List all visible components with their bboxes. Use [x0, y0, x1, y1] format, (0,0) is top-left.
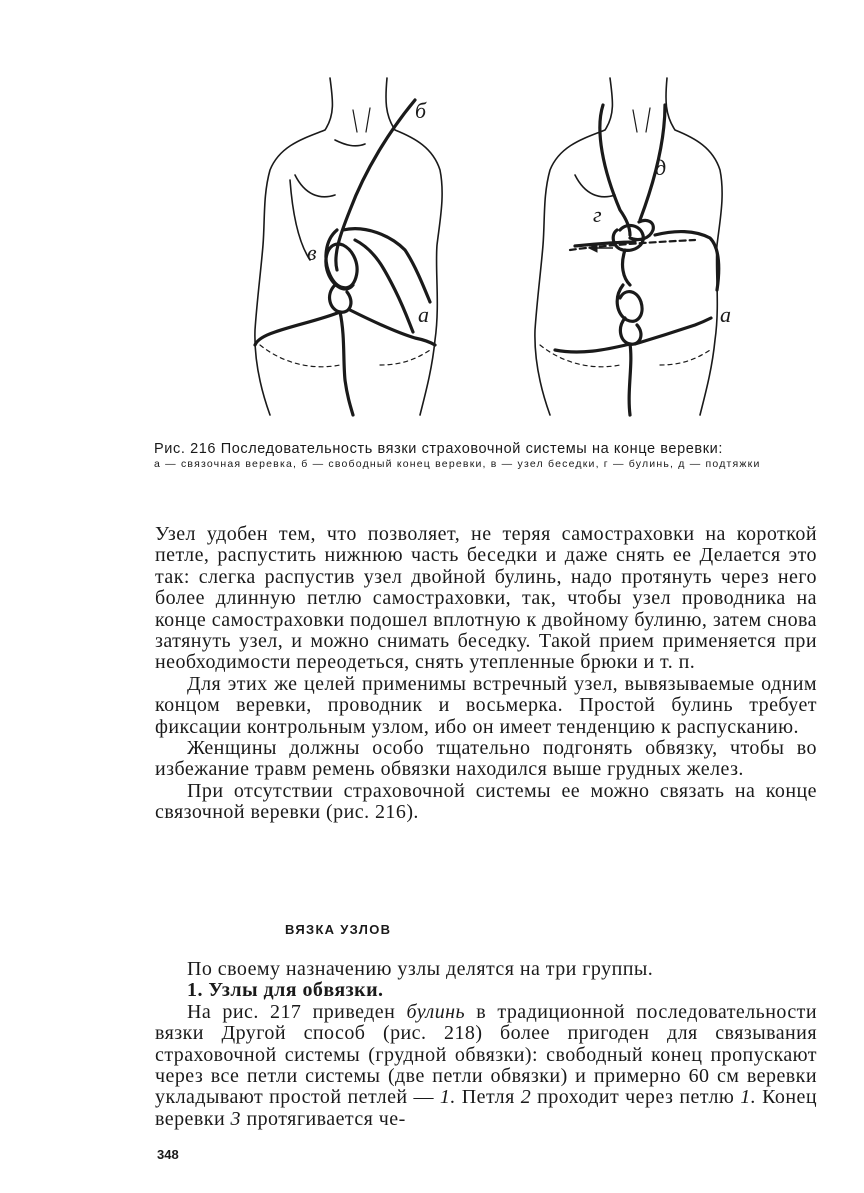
- label-g-right: г: [593, 202, 602, 227]
- text-run: в традиционной последовательности вязки Другой способ (рис. 218) более пригоден для связывания страховочной системы (грудной обвязки): свободный конец пропускают через все петли системы (две петли обвязки) и примерно 60 см веревки укладывают простой петлей —: [155, 1000, 817, 1109]
- label-v-left: в: [307, 240, 317, 265]
- body-text-upper: [155, 524, 817, 824]
- label-b-left: б: [415, 98, 427, 123]
- italic-term: булинь: [406, 1000, 466, 1023]
- harness-illustration: [225, 70, 785, 430]
- page-number: 348: [157, 1147, 179, 1162]
- subsection-heading: [155, 980, 817, 1001]
- label-a-left: а: [418, 302, 429, 327]
- text-run: Петля: [455, 1086, 521, 1109]
- last-paragraph: [155, 1002, 817, 1130]
- caption-legend: а — связочная веревка, б — свободный конец веревки, в — узел беседки, г — булинь, д — подтяжки: [154, 458, 761, 470]
- italic-number: 1.: [439, 1086, 456, 1109]
- figure-caption: [154, 441, 814, 471]
- paragraph: При отсутствии страховочной системы ее можно связать на конце связочной веревки (рис. 216).: [155, 779, 817, 824]
- section-intro: По своему назначению узлы делятся на три группы.: [187, 958, 654, 980]
- left-rope: [255, 100, 435, 415]
- text-run: На рис. 217 приведен: [187, 1000, 407, 1023]
- paragraph: Для этих же целей применимы встречный узел, вывязываемые одним концом веревки, проводник и восьмерка. Простой булинь требует фиксации контрольным узлом, ибо он имеет тенденцию к распусканию.: [155, 672, 817, 738]
- right-rope: [555, 105, 719, 415]
- caption-title: Рис. 216 Последовательность вязки страховочной системы на конце веревки:: [154, 441, 723, 457]
- body-text-lower: [155, 959, 817, 1130]
- paragraph: Женщины должны особо тщательно подгонять обвязку, чтобы во избежание травм ремень обвязки находился выше грудных желез.: [155, 737, 817, 781]
- text-run: Конец веревки: [155, 1086, 817, 1130]
- label-a-right: а: [720, 302, 731, 327]
- italic-number: 2: [520, 1086, 532, 1109]
- text-run: проходит через петлю: [531, 1086, 741, 1109]
- figure-216: [225, 70, 785, 430]
- subsection-heading-text: 1. Узлы для обвязки.: [187, 979, 384, 1002]
- section-heading: ВЯЗКА УЗЛОВ: [285, 922, 392, 937]
- left-torso: [255, 78, 442, 415]
- label-d-right: д: [655, 155, 667, 180]
- text-run: протягивается че-: [241, 1107, 406, 1130]
- paragraph: Узел удобен тем, что позволяет, не теряя самостраховки на короткой петле, распустить нижнюю часть беседки и даже снять ее Делается это так: слегка распустив узел двойной булинь, надо протянуть через него более длинную петлю самостраховки, так, чтобы узел проводника на конце самостраховки подошел вплотную к двойному булиню, затем снова затянуть узел, и можно снимать беседку. Такой прием применяется при необходимости переодеться, снять утепленные брюки и т. п.: [155, 523, 817, 674]
- right-torso: [535, 78, 722, 415]
- italic-number: 3: [230, 1107, 241, 1130]
- italic-number: 1.: [740, 1086, 757, 1109]
